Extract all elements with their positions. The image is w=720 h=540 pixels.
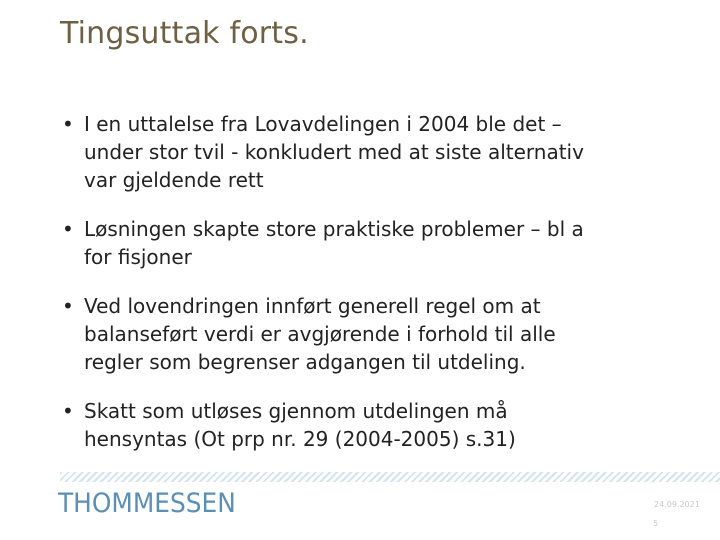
- bullet-line: Ved lovendringen innført generell regel om at: [84, 294, 541, 318]
- company-logo: THOMMESSEN: [58, 488, 236, 519]
- bullet-line: Løsningen skapte store praktiske problemer – bl a: [84, 217, 584, 241]
- footer-stripe-band: [60, 472, 720, 482]
- bullet-dot-icon: •: [62, 112, 74, 136]
- bullet-item: [62, 292, 702, 376]
- slide-title: Tingsuttak forts.: [60, 16, 309, 51]
- bullet-line: for fisjoner: [84, 245, 192, 269]
- bullet-line: under stor tvil - konkludert med at siste alternativ: [84, 140, 584, 164]
- bullet-line: var gjeldende rett: [84, 168, 264, 192]
- bullet-line: Skatt som utløses gjennom utdelingen må: [84, 399, 508, 423]
- bullet-list: [62, 110, 702, 474]
- bullet-dot-icon: •: [62, 294, 74, 318]
- page-number: 5: [653, 519, 659, 528]
- bullet-item: [62, 215, 702, 271]
- bullet-item: [62, 397, 702, 453]
- bullet-line: regler som begrenser adgangen til utdeling.: [84, 350, 526, 374]
- bullet-line: I en uttalelse fra Lovavdelingen i 2004 ble det –: [84, 112, 562, 136]
- bullet-item: [62, 110, 702, 194]
- bullet-dot-icon: •: [62, 399, 74, 423]
- bullet-line: hensyntas (Ot prp nr. 29 (2004-2005) s.31): [84, 427, 516, 451]
- bullet-dot-icon: •: [62, 217, 74, 241]
- bullet-line: balanseført verdi er avgjørende i forhold til alle: [84, 322, 556, 346]
- slide-date: 24.09.2021: [654, 500, 700, 509]
